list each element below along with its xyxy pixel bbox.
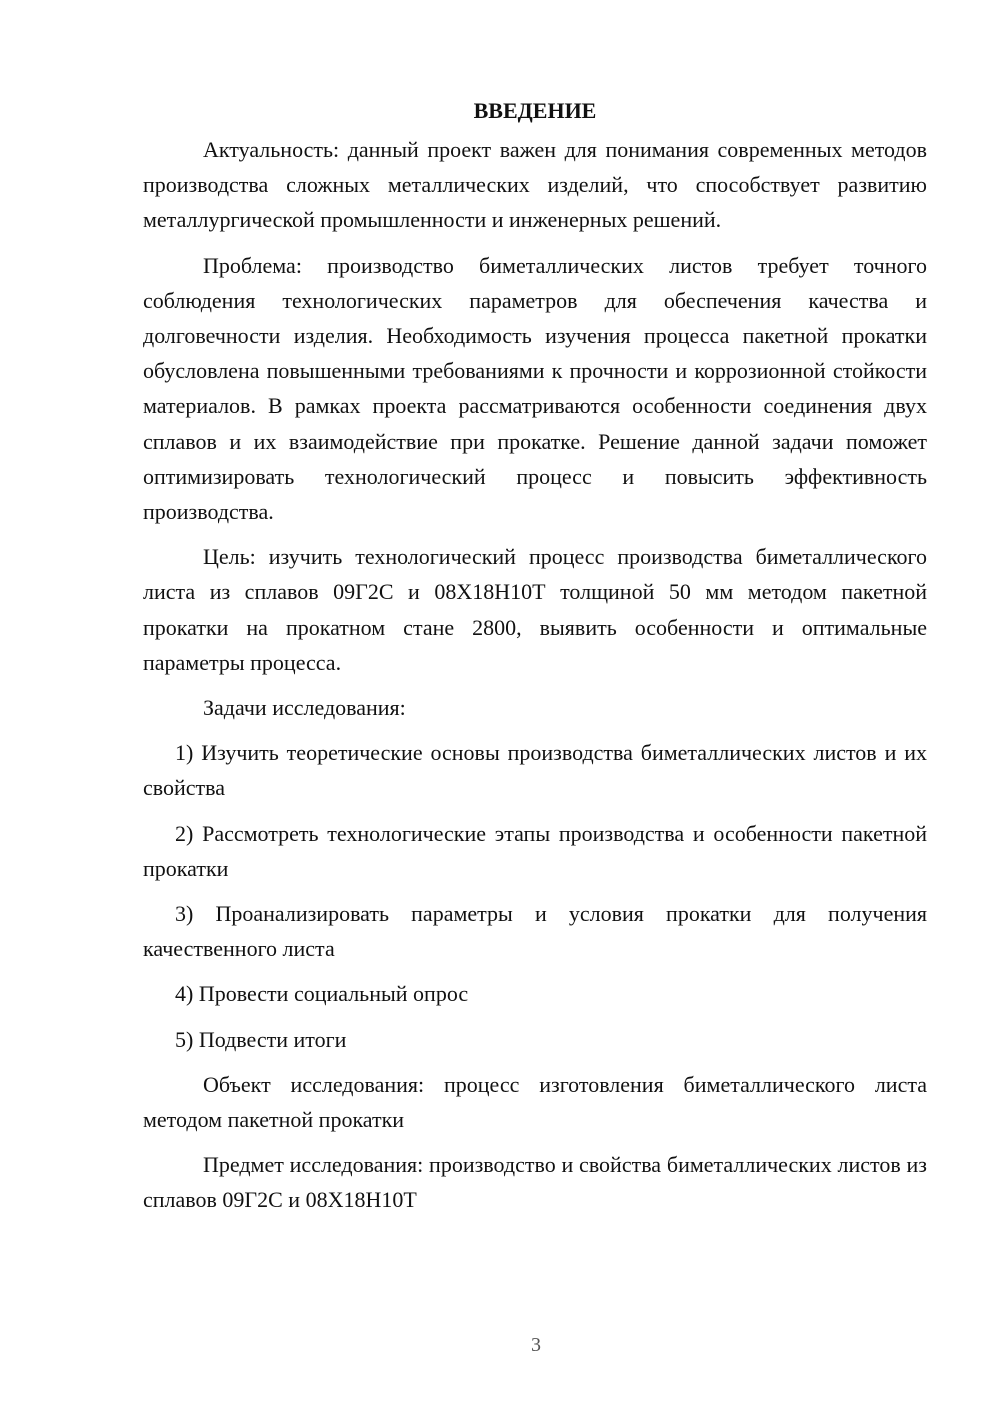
object-paragraph: Объект исследования: процесс изготовления биметаллического листа методом пакетной прокатки (143, 1071, 927, 1133)
task-item-3: 3) Проанализировать параметры и условия прокатки для получения качественного листа (143, 901, 927, 962)
goal-paragraph: Цель: изучить технологический процесс производства биметаллического листа из сплавов 09Г2С и 08Х18Н10Т толщиной 50 мм методом пакетной прокатки на прокатном стане 2800, выявить особенности и оптимальные параметры процесса. (143, 544, 927, 675)
task-item-2: 2) Рассмотреть технологические этапы производства и особенности пакетной прокатки (143, 820, 927, 881)
relevance-paragraph: Актуальность: данный проект важен для понимания современных методов производства сложных металлических изделий, что способствует развитию металлургической промышленности и инженерных решений. (143, 137, 927, 233)
task-item-5: 5) Подвести итоги (175, 1026, 347, 1052)
tasks-heading: Задачи исследования: (203, 695, 406, 721)
task-item-4: 4) Провести социальный опрос (175, 981, 469, 1007)
page-title: ВВЕДЕНИЕ (473, 98, 597, 123)
problem-paragraph: Проблема: производство биметаллических листов требует точного соблюдения технологических параметров для обеспечения качества и долговечности изделия. Необходимость изучения процесса пакетной прокатки обусловлена повышенными требованиями к прочности и коррозионной стойкости материалов. В рамках проекта рассматриваются особенности соединения двух сплавов и их взаимодействие при прокатке. Решение данной задачи поможет оптимизировать технологический процесс и повысить эффективность производства. (143, 252, 927, 525)
subject-paragraph: Предмет исследования: производство и свойства биметаллических листов из сплавов 09Г2С и 08Х18Н10Т (143, 1152, 927, 1213)
page-content (143, 93, 927, 1228)
page-number: 3 (531, 1334, 541, 1356)
task-item-1: 1) Изучить теоретические основы производства биметаллических листов и их свойства (143, 740, 927, 801)
